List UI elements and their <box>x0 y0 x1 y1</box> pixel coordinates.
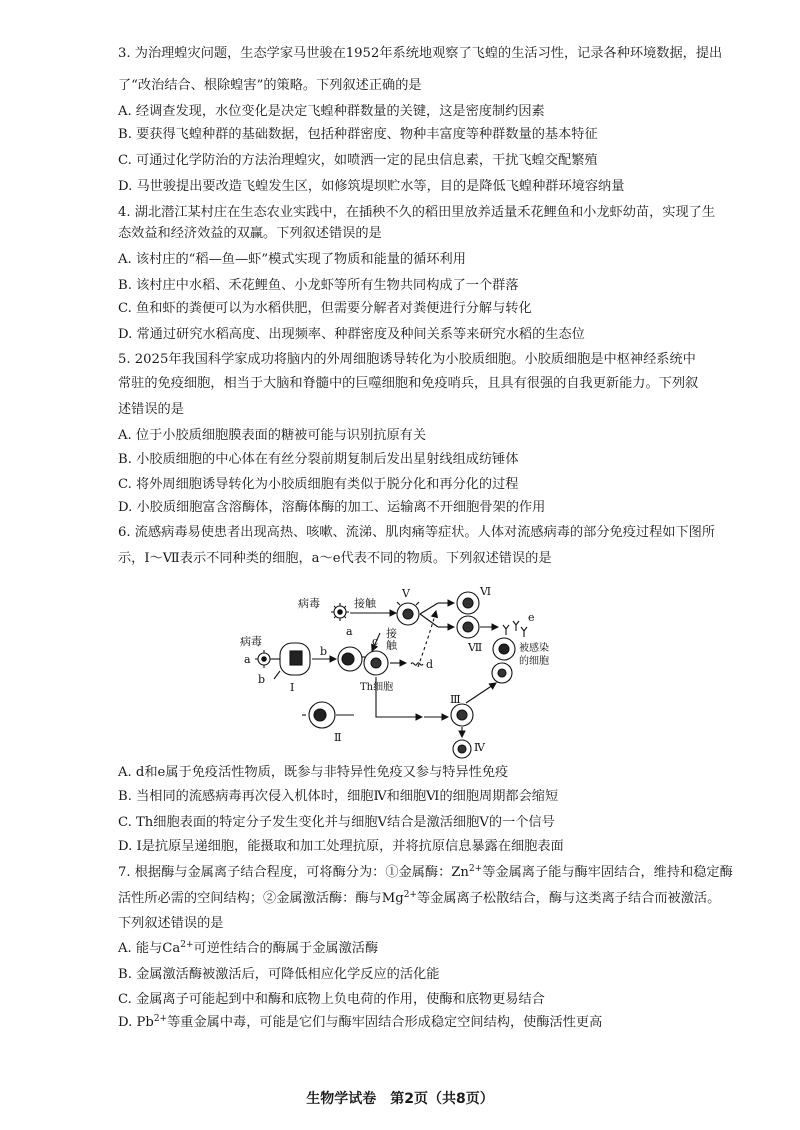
q4-option-a: A. 该村庄的“稻—鱼—虾”模式实现了物质和能量的循环利用 <box>118 252 466 267</box>
label-roman-5: Ⅴ <box>402 587 410 600</box>
q7-option-a <box>118 940 378 959</box>
q7-option-b: B. 金属激活酶被激活后，可降低相应化学反应的活化能 <box>118 967 440 982</box>
q6-option-a: A. d和e属于免疫活性物质，既参与非特异性免疫又参与特异性免疫 <box>118 765 509 780</box>
q6-stem-line2: 示，Ⅰ～Ⅶ表示不同种类的细胞，a～e代表不同的物质。下列叙述错误的是 <box>118 551 552 566</box>
q5-stem-line3: 述错误的是 <box>118 402 184 417</box>
label-roman-7: Ⅶ <box>468 641 483 654</box>
q7-option-c: C. 金属离子可能起到中和酶和底物上负电荷的作用，使酶和底物更易结合 <box>118 992 545 1007</box>
label-roman-6: Ⅵ <box>480 587 492 598</box>
virus-icon-left <box>255 650 273 668</box>
q3-option-b: B. 要获得飞蝗种群的基础数据，包括种群密度、物种丰富度等种群数量的基本特征 <box>118 127 598 142</box>
label-e: e <box>528 611 535 624</box>
label-b-mid: b <box>320 645 328 658</box>
q7-stem-line2-sup: 2+ <box>403 890 417 900</box>
q5-option-d: D. 小胶质细胞富含溶酶体，溶酶体酶的加工、运输离不开细胞骨架的作用 <box>118 500 546 515</box>
page-footer: 生物学试卷 第2页（共8页） <box>306 1091 494 1107</box>
q4-option-b: B. 该村庄中水稻、禾花鲤鱼、小龙虾等所有生物共同构成了一个群落 <box>118 278 519 293</box>
cell-ii <box>302 702 335 728</box>
label-b-left: b <box>258 673 266 686</box>
q6-option-b: B. 当相同的流感病毒再次侵入机体时，细胞Ⅳ和细胞Ⅵ的细胞周期都会缩短 <box>118 789 559 804</box>
th-cell <box>362 651 388 675</box>
q5-option-a: A. 位于小胶质细胞膜表面的糖被可能与识别抗原有关 <box>118 428 427 443</box>
q3-stem-line1: 3. 为治理蝗灾问题，生态学家马世骏在1952年系统地观察了飞蝗的生活习性，记录各种环境数据，提出 <box>118 46 723 61</box>
q7-stem-line1 <box>118 864 733 883</box>
label-virus-left: 病毒 <box>240 635 262 648</box>
q7-stem-line2-a: 活性所必需的空间结构；②金属激活酶：酶与Mg <box>118 891 404 906</box>
label-contact-mid1: 接 <box>386 627 397 640</box>
q5-option-c: C. 将外周细胞诱导转化为小胶质细胞有类似于脱分化和再分化的过程 <box>118 477 519 492</box>
q5-stem-line1: 5. 2025年我国科学家成功将脑内的外周细胞诱导转化为小胶质细胞。小胶质细胞是中枢神经系统中 <box>118 352 696 367</box>
immune-process-diagram <box>236 587 576 759</box>
label-th-cell: Th细胞 <box>360 682 394 693</box>
q4-option-d: D. 常通过研究水稻高度、出现频率、种群密度及种间关系等来研究水稻的生态位 <box>118 327 585 342</box>
label-roman-3: Ⅲ <box>450 693 461 706</box>
q7-stem-line2 <box>118 890 720 909</box>
q7-stem-line2-b: 等金属离子松散结合，酶与这类离子结合而被激活。 <box>416 891 721 906</box>
cell-v <box>397 602 419 625</box>
q5-option-b: B. 小胶质细胞的中心体在有丝分裂前期复制后发出星射线组成纺锤体 <box>118 452 519 467</box>
q4-stem-line1: 4. 湖北潜江某村庄在生态农业实践中，在插秧不久的稻田里放养适量禾花鲤鱼和小龙虾幼苗，实现了生 <box>118 205 716 220</box>
q7-option-a-1: A. 能与Ca <box>118 941 181 956</box>
label-c: c <box>372 635 379 648</box>
q7-stem-line1-b: 等金属离子能与酶牢固结合，维持和稳定酶 <box>482 865 733 880</box>
q7-option-d-1: D. Pb <box>118 1015 154 1030</box>
cell-i <box>274 643 310 679</box>
q3-option-c: C. 可通过化学防治的方法治理蝗灾，如喷洒一定的昆虫信息素，干扰飞蝗交配繁殖 <box>118 153 598 168</box>
q7-stem-line3: 下列叙述错误的是 <box>118 916 224 931</box>
label-infected-2: 的细胞 <box>519 656 549 667</box>
q7-option-d-2: 等重金属中毒，可能是它们与酶牢固结合形成稳定空间结构，使酶活性更高 <box>167 1015 603 1030</box>
substance-d-icon <box>411 663 423 665</box>
q3-option-d: D. 马世骏提出要改造飞蝗发生区，如修筑堤坝贮水等，目的是降低飞蝗种群环境容纳量 <box>118 179 625 194</box>
cell-apc <box>338 647 362 671</box>
q7-option-d-sup: 2+ <box>153 1014 168 1024</box>
label-contact-top: 接触 <box>354 597 376 610</box>
infected-cell <box>493 638 515 660</box>
label-roman-1: Ⅰ <box>290 681 295 694</box>
virus-icon-top <box>331 603 349 621</box>
label-roman-4: Ⅳ <box>474 741 485 754</box>
q6-option-d: D. Ⅰ是抗原呈递细胞，能摄取和加工处理抗原，并将抗原信息暴露在细胞表面 <box>118 839 564 854</box>
q4-option-c: C. 鱼和虾的粪便可以为水稻供肥，但需要分解者对粪便进行分解与转化 <box>118 301 532 316</box>
label-a-top: a <box>346 625 353 638</box>
antibody-icon <box>503 621 527 637</box>
q7-option-a-2: 可逆性结合的酶属于金属激活酶 <box>193 941 379 956</box>
label-virus-top: 病毒 <box>298 597 320 610</box>
cell-vii <box>457 616 479 638</box>
q7-stem-line1-a: 7. 根据酶与金属离子结合程度，可将酶分为：①金属酶：Zn <box>118 865 469 880</box>
q3-stem-line2: 了“改治结合、根除蝗害”的策略。下列叙述正确的是 <box>118 78 422 93</box>
cell-vi <box>457 592 479 614</box>
q6-stem-line1: 6. 流感病毒易使患者出现高热、咳嗽、流涕、肌肉痛等症状。人体对流感病毒的部分免疫过程如下图所 <box>118 525 716 540</box>
label-infected-1: 被感染 <box>519 643 549 654</box>
cell-iv <box>453 740 471 758</box>
label-d: d <box>426 658 434 671</box>
q5-stem-line2: 常驻的免疫细胞，相当于大脑和脊髓中的巨噬细胞和免疫哨兵，且具有很强的自我更新能力。下列叙 <box>118 376 699 391</box>
label-roman-2: Ⅱ <box>334 731 342 744</box>
q7-option-d <box>118 1014 602 1033</box>
q3-option-a: A. 经调查发现，水位变化是决定飞蝗种群数量的关键，这是密度制约因素 <box>118 104 545 119</box>
q6-option-c: C. Th细胞表面的特定分子发生变化并与细胞Ⅴ结合是激活细胞Ⅴ的一个信号 <box>118 815 555 830</box>
q7-stem-line1-sup: 2+ <box>468 864 483 874</box>
cell-iii <box>451 704 473 726</box>
label-a-left: a <box>244 653 251 666</box>
q7-option-a-sup: 2+ <box>180 940 194 950</box>
label-contact-mid2: 触 <box>386 639 397 652</box>
effector-cell <box>492 663 512 683</box>
q4-stem-line2: 态效益和经济效益的双赢。下列叙述错误的是 <box>118 226 382 241</box>
